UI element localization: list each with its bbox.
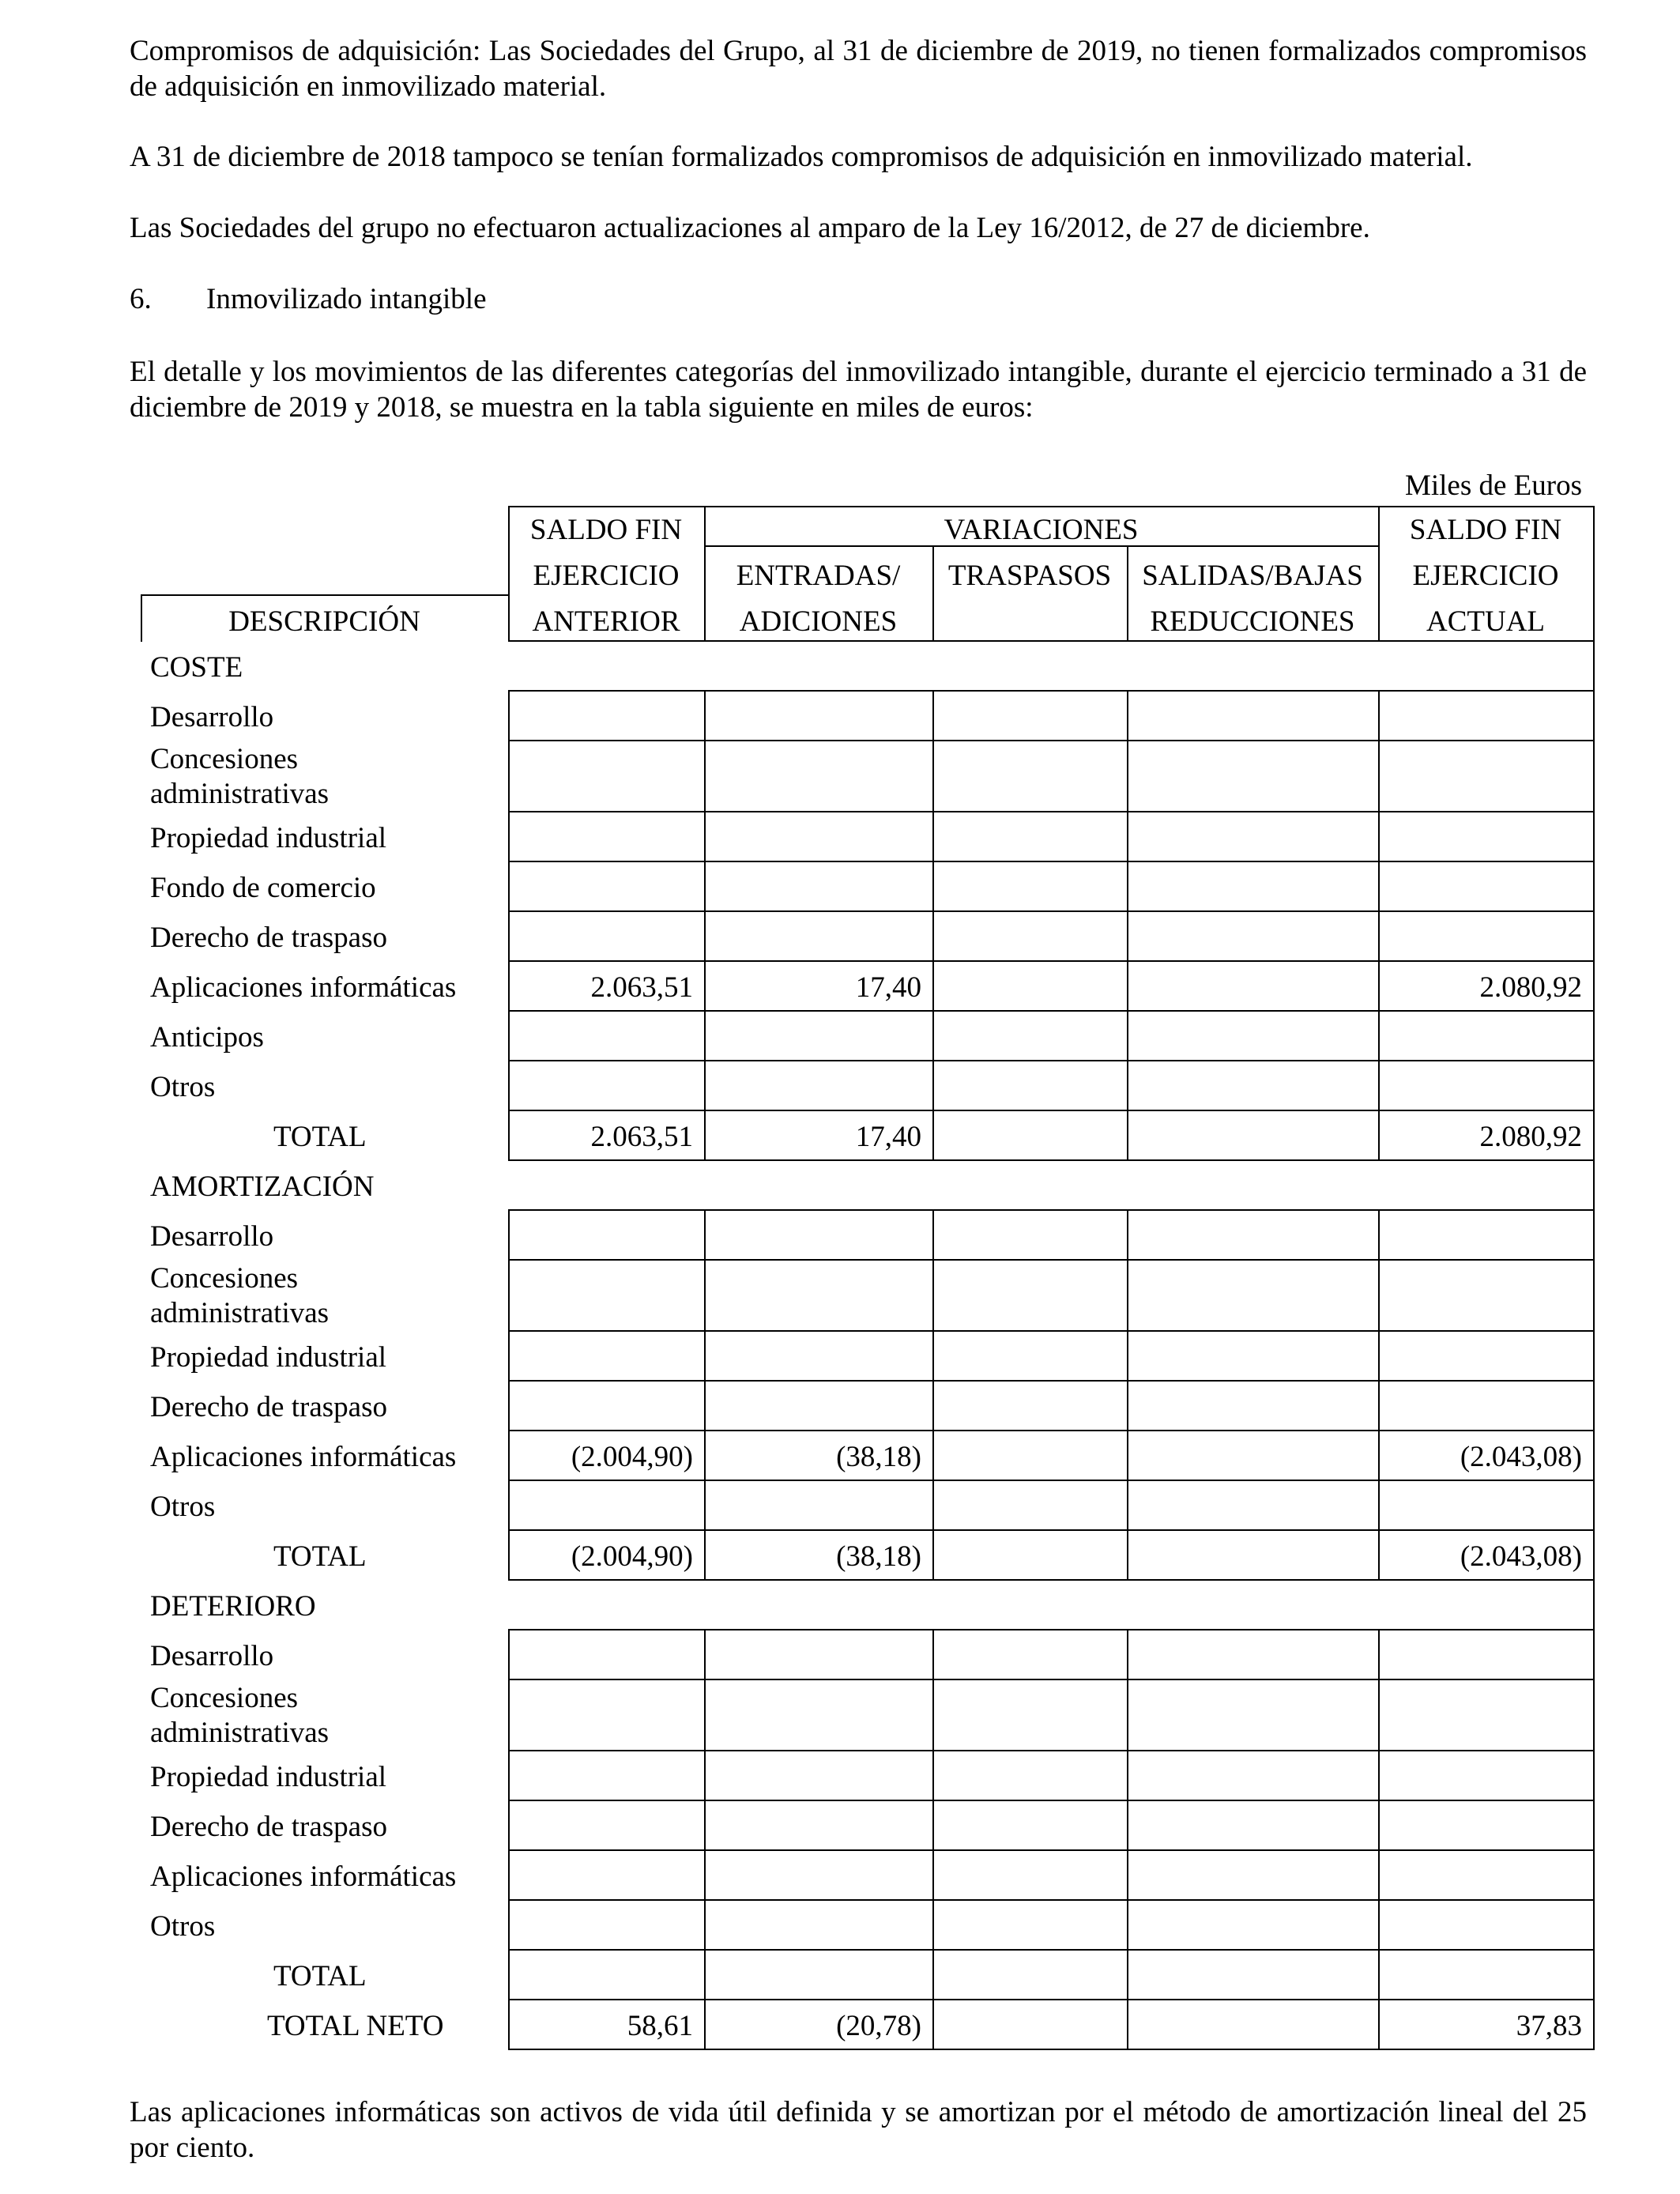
- cell-rule: [508, 1899, 510, 1951]
- cell-rule: [1593, 1330, 1595, 1382]
- cell-rule: [704, 1849, 706, 1901]
- cell-rule: [1127, 1679, 1128, 1751]
- cell-rule: [1593, 690, 1595, 741]
- cell-value: (2.043,08): [1460, 1540, 1582, 1573]
- header-descripcion: DESCRIPCIÓN: [228, 605, 420, 638]
- cell-rule: [1593, 811, 1595, 862]
- cell-rule: [704, 1110, 706, 1161]
- paragraph-2018-commitments: A 31 de diciembre de 2018 tampoco se tenían formalizados compromisos de adquisición en inmovilizado material.: [130, 141, 1473, 173]
- row-label: Derecho de traspaso: [150, 1811, 387, 1843]
- cell-rule: [932, 1800, 934, 1851]
- cell-rule: [1378, 1849, 1380, 1901]
- cell-rule: [1378, 740, 1380, 812]
- header-saldo-actual: ACTUAL: [1426, 605, 1546, 638]
- row-label: Otros: [150, 1071, 216, 1103]
- cell-rule: [1593, 1629, 1595, 1680]
- cell-rule: [704, 910, 706, 962]
- cell-rule: [1127, 1010, 1128, 1061]
- cell-rule: [508, 811, 510, 862]
- cell-rule: [932, 1330, 934, 1382]
- cell-rule: [932, 1849, 934, 1901]
- row-rule: [508, 1060, 1595, 1061]
- cell-rule: [704, 1899, 706, 1951]
- row-rule: [508, 1480, 1595, 1481]
- header-entradas: ADICIONES: [739, 605, 898, 638]
- cell-rule: [1127, 1110, 1128, 1161]
- cell-rule: [508, 690, 510, 741]
- cell-rule: [508, 1480, 510, 1531]
- cell-rule: [1127, 690, 1128, 741]
- row-rule: [508, 811, 1595, 812]
- row-label: Fondo de comercio: [150, 872, 376, 904]
- row-rule: [508, 740, 1595, 741]
- row-rule: [508, 1629, 1595, 1630]
- cell-rule: [932, 1110, 934, 1161]
- header-entradas: ENTRADAS/: [736, 560, 901, 592]
- row-rule: [508, 1750, 1595, 1751]
- cell-rule: [1593, 1899, 1595, 1951]
- row-rule: [508, 1949, 1595, 1951]
- cell-rule: [1378, 1899, 1380, 1951]
- cell-rule: [508, 960, 510, 1012]
- row-label: Desarrollo: [150, 1640, 274, 1672]
- row-rule: [508, 1259, 1595, 1261]
- cell-rule: [932, 1380, 934, 1431]
- header-saldo-actual: EJERCICIO: [1412, 560, 1559, 592]
- row-label: Derecho de traspaso: [150, 922, 387, 954]
- cell-rule: [1127, 1380, 1128, 1431]
- section-label: AMORTIZACIÓN: [150, 1171, 375, 1203]
- cell-rule: [932, 1899, 934, 1951]
- cell-rule: [508, 1949, 510, 2000]
- row-label-continued: administrativas: [150, 1717, 330, 1749]
- row-label: Concesiones: [150, 1262, 299, 1295]
- cell-rule: [1127, 811, 1128, 862]
- cell-rule: [932, 1949, 934, 2000]
- cell-value: (2.043,08): [1460, 1441, 1582, 1473]
- cell-rule: [932, 811, 934, 862]
- cell-rule: [932, 1010, 934, 1061]
- paragraph-revaluation: Las Sociedades del grupo no efectuaron actualizaciones al amparo de la Ley 16/2012, de 27 de diciembre.: [130, 212, 1370, 244]
- row-rule: [508, 910, 1595, 912]
- cell-rule: [1378, 811, 1380, 862]
- cell-rule: [932, 1259, 934, 1332]
- row-label-continued: administrativas: [150, 1297, 330, 1329]
- row-rule: [508, 1999, 1595, 2000]
- row-label: Desarrollo: [150, 1220, 274, 1253]
- cell-rule: [1127, 1259, 1128, 1332]
- cell-rule: [704, 1010, 706, 1061]
- cell-value: (2.004,90): [571, 1441, 693, 1473]
- cell-value: 2.063,51: [590, 1121, 693, 1153]
- row-label: Concesiones: [150, 1682, 299, 1714]
- paragraph-amortization-note: Las aplicaciones informáticas son activos de vida útil definida y se amortizan por el método de amortización lineal del 25 por ciento.: [130, 2096, 1587, 2164]
- cell-rule: [1593, 740, 1595, 812]
- cell-value: 37,83: [1516, 2010, 1582, 2042]
- cell-rule: [704, 1480, 706, 1531]
- cell-rule: [1127, 1480, 1128, 1531]
- cell-rule: [1378, 1330, 1380, 1382]
- cell-rule: [932, 1629, 934, 1680]
- cell-value: 2.080,92: [1479, 971, 1582, 1004]
- descripcion-top-rule: [141, 594, 510, 596]
- header-salidas: SALIDAS/BAJAS: [1142, 560, 1363, 592]
- row-label: Concesiones: [150, 743, 299, 775]
- cell-rule: [508, 1999, 510, 2050]
- total-neto-label: TOTAL NETO: [267, 2010, 444, 2042]
- total-label: TOTAL: [273, 1121, 367, 1153]
- cell-rule: [1593, 1750, 1595, 1801]
- cell-rule: [932, 1999, 934, 2050]
- cell-rule: [1127, 1330, 1128, 1382]
- cell-rule: [704, 960, 706, 1012]
- row-rule: [508, 861, 1595, 862]
- cell-rule: [704, 690, 706, 741]
- cell-rule: [508, 1750, 510, 1801]
- cell-rule: [704, 1679, 706, 1751]
- cell-value: 2.080,92: [1479, 1121, 1582, 1153]
- units-label: Miles de Euros: [1404, 469, 1582, 502]
- cell-rule: [508, 1679, 510, 1751]
- cell-rule: [932, 1679, 934, 1751]
- cell-rule: [1127, 1949, 1128, 2000]
- cell-rule: [1593, 1999, 1595, 2050]
- cell-value: 2.063,51: [590, 971, 693, 1004]
- cell-rule: [1593, 1800, 1595, 1851]
- cell-rule: [508, 1800, 510, 1851]
- header-top-rule: [508, 506, 1595, 507]
- cell-rule: [704, 811, 706, 862]
- row-label: Derecho de traspaso: [150, 1391, 387, 1423]
- row-label: Propiedad industrial: [150, 1761, 387, 1793]
- row-label: Propiedad industrial: [150, 822, 387, 854]
- cell-rule: [704, 1259, 706, 1332]
- row-label: Otros: [150, 1910, 216, 1943]
- cell-rule: [508, 1060, 510, 1111]
- cell-rule: [1378, 1430, 1380, 1481]
- cell-rule: [1378, 1060, 1380, 1111]
- cell-rule: [1593, 1529, 1595, 1581]
- cell-rule: [704, 1380, 706, 1431]
- cell-value: 17,40: [855, 1121, 921, 1153]
- row-rule: [508, 1209, 1595, 1211]
- cell-rule: [932, 1750, 934, 1801]
- header-traspasos: TRASPASOS: [947, 560, 1112, 592]
- table-right-rule: [1593, 1159, 1595, 1211]
- cell-rule: [508, 1209, 510, 1261]
- cell-value: 17,40: [855, 971, 921, 1004]
- paragraph-commitments: Compromisos de adquisición: Las Sociedades del Grupo, al 31 de diciembre de 2019, no tienen formalizados compromisos de adquisición en inmovilizado material.: [130, 35, 1587, 103]
- cell-rule: [508, 1529, 510, 1581]
- cell-rule: [1378, 1480, 1380, 1531]
- cell-rule: [508, 1259, 510, 1332]
- cell-rule: [704, 1529, 706, 1581]
- cell-rule: [508, 1629, 510, 1680]
- cell-rule: [1593, 1430, 1595, 1481]
- cell-rule: [1127, 861, 1128, 912]
- cell-rule: [1378, 1209, 1380, 1261]
- row-label-continued: administrativas: [150, 778, 330, 810]
- row-label: Aplicaciones informáticas: [150, 971, 457, 1004]
- cell-rule: [1378, 1110, 1380, 1161]
- cell-rule: [1127, 1849, 1128, 1901]
- paragraph-table-intro: El detalle y los movimientos de las diferentes categorías del inmovilizado intangible, durante el ejercicio terminado a 31 de diciembre de 2019 y 2018, se muestra en la tabla siguiente en miles de euros:: [130, 356, 1587, 424]
- cell-rule: [704, 1999, 706, 2050]
- header-saldo-anterior: ANTERIOR: [532, 605, 680, 638]
- row-rule: [508, 1849, 1595, 1851]
- row-rule: [508, 1579, 1595, 1581]
- cell-rule: [1593, 1259, 1595, 1332]
- table-right-rule: [1593, 640, 1595, 692]
- cell-rule: [1593, 1380, 1595, 1431]
- cell-rule: [508, 740, 510, 812]
- cell-rule: [508, 910, 510, 962]
- row-rule: [508, 960, 1595, 962]
- header-variaciones: VARIACIONES: [944, 514, 1139, 546]
- cell-rule: [1593, 1949, 1595, 2000]
- row-rule: [508, 1330, 1595, 1332]
- header-saldo-anterior: EJERCICIO: [533, 560, 680, 592]
- section-title: Inmovilizado intangible: [206, 283, 487, 315]
- row-rule: [508, 1010, 1595, 1012]
- cell-rule: [1127, 1060, 1128, 1111]
- row-rule: [508, 1800, 1595, 1801]
- header-col-rule: [1593, 506, 1595, 642]
- cell-rule: [704, 861, 706, 912]
- cell-rule: [932, 1209, 934, 1261]
- table-right-rule: [1593, 1579, 1595, 1630]
- total-label: TOTAL: [273, 1540, 367, 1573]
- cell-rule: [704, 1750, 706, 1801]
- cell-rule: [1378, 1999, 1380, 2050]
- cell-rule: [932, 1529, 934, 1581]
- cell-rule: [932, 1430, 934, 1481]
- cell-rule: [932, 861, 934, 912]
- cell-rule: [704, 1629, 706, 1680]
- cell-rule: [1127, 1750, 1128, 1801]
- cell-rule: [1378, 1529, 1380, 1581]
- cell-rule: [1593, 861, 1595, 912]
- cell-rule: [508, 1430, 510, 1481]
- row-rule: [508, 1679, 1595, 1680]
- cell-rule: [1127, 1899, 1128, 1951]
- cell-rule: [1378, 1380, 1380, 1431]
- cell-value: (20,78): [836, 2010, 921, 2042]
- row-rule: [508, 2049, 1595, 2050]
- cell-rule: [932, 910, 934, 962]
- cell-rule: [508, 1380, 510, 1431]
- cell-rule: [1593, 960, 1595, 1012]
- cell-rule: [1378, 1010, 1380, 1061]
- row-label: Propiedad industrial: [150, 1341, 387, 1374]
- section-label: DETERIORO: [150, 1590, 316, 1623]
- cell-rule: [1127, 1629, 1128, 1680]
- cell-rule: [508, 1849, 510, 1901]
- cell-rule: [508, 1330, 510, 1382]
- cell-rule: [1378, 910, 1380, 962]
- cell-rule: [508, 1010, 510, 1061]
- cell-rule: [704, 740, 706, 812]
- row-label: Aplicaciones informáticas: [150, 1441, 457, 1473]
- row-rule: [508, 1380, 1595, 1382]
- section-number: 6.: [130, 283, 152, 315]
- cell-rule: [1127, 1800, 1128, 1851]
- row-rule: [508, 1899, 1595, 1901]
- cell-rule: [932, 690, 934, 741]
- cell-rule: [932, 740, 934, 812]
- cell-rule: [932, 1060, 934, 1111]
- cell-rule: [932, 960, 934, 1012]
- cell-rule: [1127, 960, 1128, 1012]
- cell-rule: [1378, 1679, 1380, 1751]
- header-salidas: REDUCCIONES: [1150, 605, 1355, 638]
- cell-rule: [1593, 910, 1595, 962]
- cell-rule: [704, 1330, 706, 1382]
- cell-rule: [1593, 1679, 1595, 1751]
- header-saldo-actual: SALDO FIN: [1409, 514, 1562, 546]
- cell-rule: [1127, 1529, 1128, 1581]
- cell-rule: [1127, 1209, 1128, 1261]
- section-label: COSTE: [150, 651, 243, 684]
- cell-rule: [1593, 1849, 1595, 1901]
- row-rule: [508, 1430, 1595, 1431]
- row-label: Aplicaciones informáticas: [150, 1860, 457, 1893]
- row-rule: [508, 1529, 1595, 1531]
- cell-value: (38,18): [836, 1540, 921, 1573]
- cell-rule: [508, 861, 510, 912]
- cell-rule: [1378, 1629, 1380, 1680]
- cell-rule: [1593, 1010, 1595, 1061]
- total-label: TOTAL: [273, 1960, 367, 1992]
- cell-rule: [932, 1480, 934, 1531]
- cell-value: (38,18): [836, 1441, 921, 1473]
- row-label: Otros: [150, 1491, 216, 1523]
- cell-rule: [704, 1430, 706, 1481]
- cell-value: 58,61: [627, 2010, 693, 2042]
- cell-rule: [1378, 690, 1380, 741]
- cell-rule: [1127, 1999, 1128, 2050]
- header-saldo-anterior: SALDO FIN: [529, 514, 683, 546]
- row-label: Desarrollo: [150, 701, 274, 733]
- cell-rule: [1378, 1750, 1380, 1801]
- cell-rule: [1593, 1480, 1595, 1531]
- cell-rule: [1127, 740, 1128, 812]
- body-top-rule: [508, 640, 1595, 642]
- row-label: Anticipos: [150, 1021, 264, 1054]
- cell-rule: [1593, 1060, 1595, 1111]
- row-rule: [508, 1110, 1595, 1111]
- cell-rule: [1378, 1800, 1380, 1851]
- row-rule: [508, 1159, 1595, 1161]
- cell-rule: [704, 1949, 706, 2000]
- cell-rule: [704, 1209, 706, 1261]
- cell-rule: [704, 1060, 706, 1111]
- cell-rule: [704, 1800, 706, 1851]
- cell-rule: [508, 1110, 510, 1161]
- cell-value: (2.004,90): [571, 1540, 693, 1573]
- cell-rule: [1127, 910, 1128, 962]
- cell-rule: [1378, 960, 1380, 1012]
- cell-rule: [1378, 1259, 1380, 1332]
- cell-rule: [1127, 1430, 1128, 1481]
- cell-rule: [1378, 1949, 1380, 2000]
- cell-rule: [1378, 861, 1380, 912]
- cell-rule: [1593, 1209, 1595, 1261]
- row-rule: [508, 690, 1595, 692]
- cell-rule: [1593, 1110, 1595, 1161]
